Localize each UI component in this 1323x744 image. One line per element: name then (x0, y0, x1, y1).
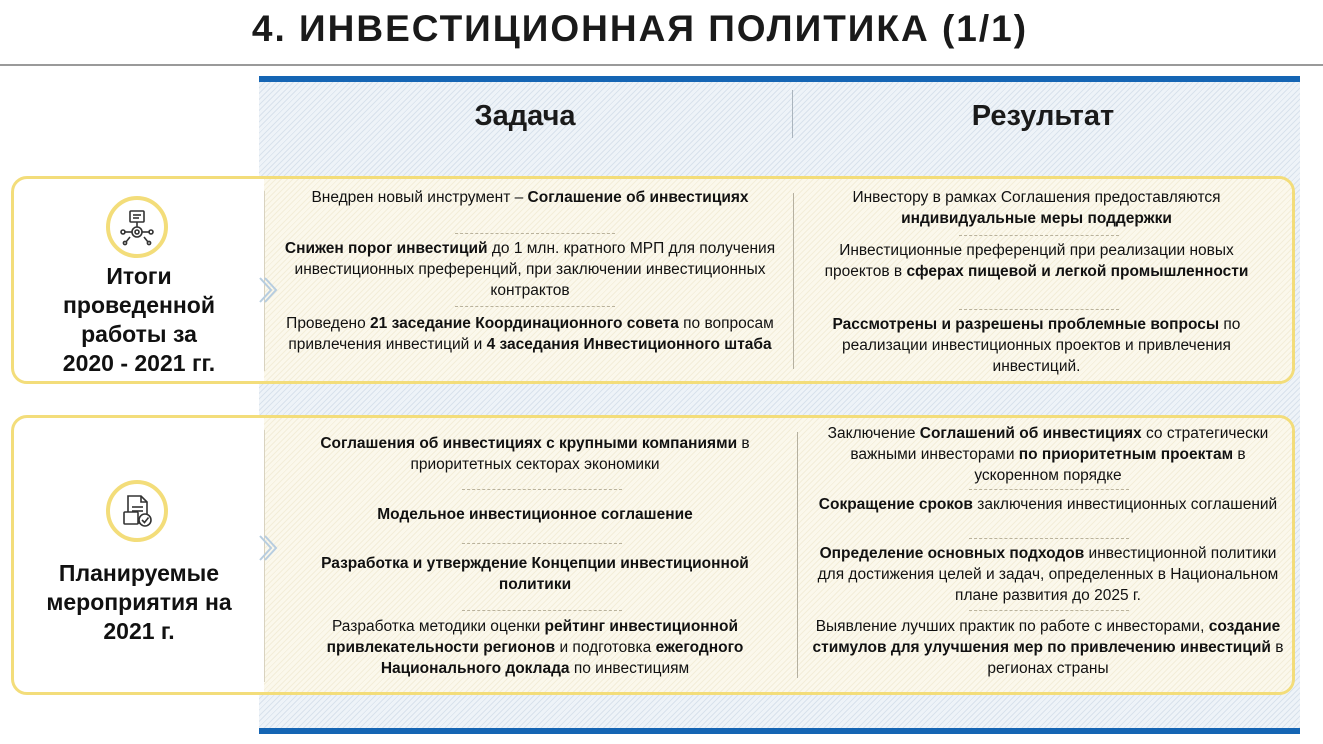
column-divider (793, 193, 794, 369)
chevron-right-icon (257, 275, 279, 305)
section-planned-2021 (11, 415, 1295, 695)
result-item: Определение основных подходов инвестиционной политики для достижения целей и задач, определенных в Национальном плане развития до 2025 г. (817, 545, 1279, 604)
task-item: Соглашения об инвестициях с крупными компаниями в приоритетных секторах экономики (320, 435, 750, 473)
task-item: Снижен порог инвестиций до 1 млн. кратного МРП для получения инвестиционных преференций, при заключении инвестиционных контрактов (284, 240, 776, 299)
task-item: Проведено 21 заседание Координационного совета по вопросам привлечения инвестиций и 4 заседания Инвестиционного штаба (286, 315, 774, 353)
panel-top-bar (259, 76, 1300, 82)
task-item: Разработка методики оценки рейтинг инвестиционной привлекательности регионов и подготовка ежегодного Национального доклада по инвестициям (326, 618, 744, 677)
task-item: Модельное инвестиционное соглашение (377, 506, 693, 523)
title-underline (0, 64, 1323, 66)
section-label: Итоги проведенной работы за 2020 - 2021 гг. (62, 263, 216, 376)
analytics-process-icon (106, 196, 168, 258)
chevron-right-icon (257, 533, 279, 563)
column-header-task: Задача (474, 100, 576, 132)
document-check-icon (106, 480, 168, 542)
result-item: Выявление лучших практик по работе с инвесторами, создание стимулов для улучшения мер по привлечению инвестиций в регионах страны (812, 618, 1284, 677)
panel-bottom-bar (259, 728, 1300, 734)
result-item: Рассмотрены и разрешены проблемные вопросы по реализации инвестиционных проектов и привлечения инвестиций. (832, 316, 1241, 375)
result-item: Заключение Соглашений об инвестициях со стратегически важными инвесторами по приоритетным проектам в ускоренном порядке (827, 425, 1269, 484)
column-divider (797, 432, 798, 678)
column-header-result: Результат (971, 100, 1115, 132)
task-item: Внедрен новый инструмент – Соглашение об инвестициях (311, 189, 749, 206)
page-title: 4. ИНВЕСТИЦИОННАЯ ПОЛИТИКА (1/1) (251, 8, 1029, 49)
section-results-2020-2021 (11, 176, 1295, 384)
section-label: Планируемые мероприятия на 2021 г. (46, 560, 232, 644)
result-item: Инвестору в рамках Соглашения предоставляются индивидуальные меры поддержки (852, 189, 1221, 227)
result-item: Инвестиционные преференций при реализации новых проектов в сферах пищевой и легкой промышленности (824, 242, 1249, 280)
task-item: Разработка и утверждение Концепции инвестиционной политики (321, 555, 749, 593)
result-item: Сокращение сроков заключения инвестиционных соглашений (818, 496, 1278, 513)
